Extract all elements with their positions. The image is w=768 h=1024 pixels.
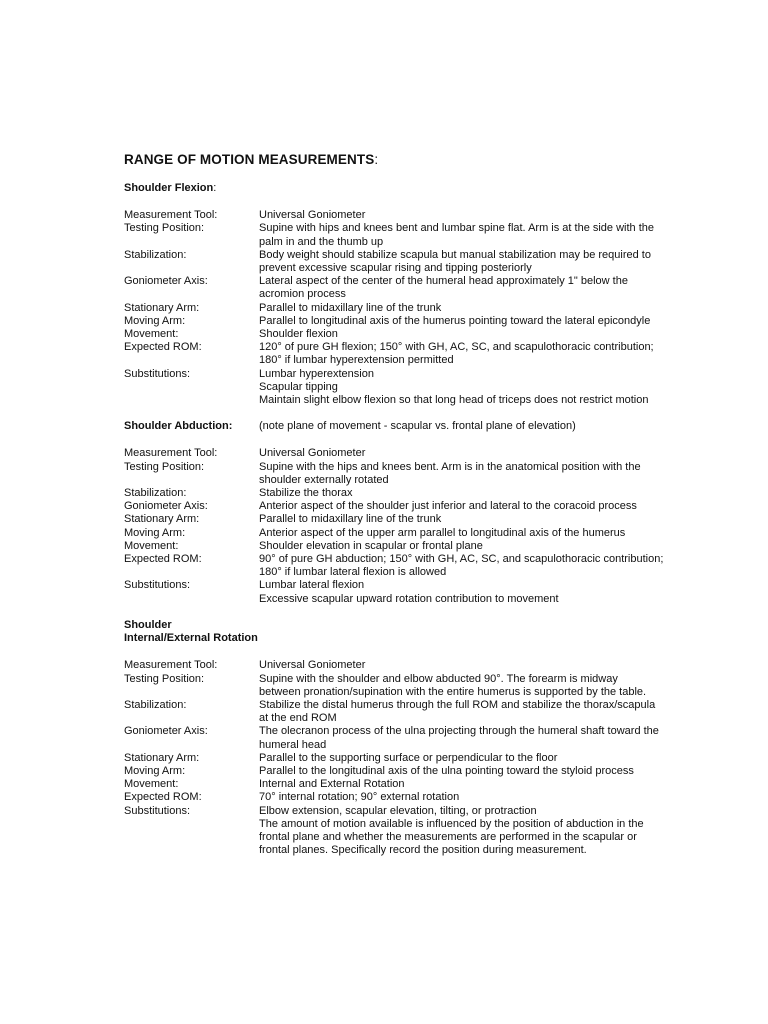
field-value-line: Maintain slight elbow flexion so that long head of triceps does not restrict motion — [259, 394, 649, 407]
field-row — [124, 302, 684, 315]
field-row — [124, 222, 684, 248]
field-value-line: The olecranon process of the ulna projecting through the humeral shaft toward the — [259, 725, 659, 738]
field-label: Movement: — [124, 778, 179, 791]
field-value — [259, 659, 684, 672]
document-title — [124, 150, 684, 170]
section-divider-space — [124, 606, 684, 619]
field-value-line: The amount of motion available is influenced by the position of abduction in the — [259, 817, 644, 830]
field-row — [124, 315, 684, 328]
field-value-line: 180° if lumbar hyperextension permitted — [259, 354, 454, 367]
field-value-line: Supine with the shoulder and elbow abducted 90°. The forearm is midway — [259, 672, 618, 685]
field-value — [259, 579, 684, 605]
field-value — [259, 487, 684, 500]
field-value — [259, 222, 684, 248]
field-row — [124, 328, 684, 341]
section-heading-text: Shoulder Flexion — [124, 182, 214, 194]
section — [124, 420, 684, 606]
field-value-line: frontal planes. Specifically record the position during measurement. — [259, 844, 587, 857]
field-row — [124, 540, 684, 553]
field-value-line: 180° if lumbar lateral flexion is allowed — [259, 566, 447, 579]
field-value-line: Parallel to midaxillary line of the trunk — [259, 301, 442, 314]
field-value-line: Internal and External Rotation — [259, 778, 405, 791]
field-value — [259, 275, 684, 301]
section-heading — [124, 420, 684, 433]
field-value — [259, 540, 684, 553]
field-label: Moving Arm: — [124, 314, 186, 327]
field-label: Testing Position: — [124, 672, 205, 685]
document-title-text: RANGE OF MOTION MEASUREMENTS — [124, 152, 375, 167]
field-label: Testing Position: — [124, 222, 205, 235]
field-value-line: Lumbar hyperextension — [259, 367, 374, 380]
field-row — [124, 805, 684, 858]
section-divider-space — [124, 407, 684, 420]
section-heading-suffix: : — [213, 182, 217, 194]
sections-container — [124, 182, 684, 857]
section-heading-label — [124, 619, 259, 645]
field-value — [259, 699, 684, 725]
field-row — [124, 341, 684, 367]
section-heading-label — [124, 182, 259, 195]
field-row — [124, 447, 684, 460]
field-row — [124, 487, 684, 500]
field-value-line: Supine with hips and knees bent and lumbar spine flat. Arm is at the side with the — [259, 222, 655, 235]
field-row — [124, 368, 684, 408]
field-label: Stationary Arm: — [124, 301, 200, 314]
section-heading-note — [259, 182, 684, 195]
field-value-line: Shoulder elevation in scapular or frontal plane — [259, 539, 483, 552]
field-row — [124, 527, 684, 540]
field-value-line: Parallel to midaxillary line of the trunk — [259, 513, 442, 526]
field-value-line: 90° of pure GH abduction; 150° with GH, AC, SC, and scapulothoracic contribution; — [259, 553, 664, 566]
section-heading-text: Shoulder Internal/External Rotation — [124, 618, 258, 645]
field-value — [259, 527, 684, 540]
field-value-line: 120° of pure GH flexion; 150° with GH, AC, SC, and scapulothoracic contribution; — [259, 341, 654, 354]
field-value-line: Universal Goniometer — [259, 659, 366, 672]
section-heading-text: Shoulder Abduction: — [124, 420, 233, 433]
field-value — [259, 447, 684, 460]
field-value-line: Anterior aspect of the shoulder just inferior and lateral to the coracoid process — [259, 500, 637, 513]
document-page — [124, 150, 684, 857]
field-value — [259, 500, 684, 513]
field-row — [124, 765, 684, 778]
field-value-line: humeral head — [259, 738, 327, 751]
field-value-line: palm in and the thumb up — [259, 235, 384, 248]
field-value-line: Body weight should stabilize scapula but manual stabilization may be required to — [259, 248, 651, 261]
field-value — [259, 778, 684, 791]
field-label: Substitutions: — [124, 367, 191, 380]
field-value-line: Anterior aspect of the upper arm parallel to longitudinal axis of the humerus — [259, 526, 626, 539]
field-value — [259, 249, 684, 275]
field-label: Stationary Arm: — [124, 751, 200, 764]
field-value — [259, 315, 684, 328]
field-label: Goniometer Axis: — [124, 725, 208, 738]
field-value-line: Parallel to the supporting surface or perpendicular to the floor — [259, 751, 558, 764]
field-value-line: prevent excessive scapular rising and tipping posteriorly — [259, 262, 532, 275]
field-label: Measurement Tool: — [124, 659, 218, 672]
field-value-line: shoulder externally rotated — [259, 473, 389, 486]
field-value-line: 70° internal rotation; 90° external rotation — [259, 791, 460, 804]
field-label: Expected ROM: — [124, 553, 202, 566]
document-title-suffix: : — [374, 152, 379, 167]
section — [124, 182, 684, 407]
field-value — [259, 513, 684, 526]
field-label: Goniometer Axis: — [124, 275, 208, 288]
section — [124, 619, 684, 857]
field-row — [124, 249, 684, 275]
field-row — [124, 579, 684, 605]
field-label: Goniometer Axis: — [124, 500, 208, 513]
field-value — [259, 328, 684, 341]
section-heading — [124, 619, 684, 645]
field-label: Substitutions: — [124, 579, 191, 592]
field-value-line: Universal Goniometer — [259, 209, 366, 222]
field-row — [124, 500, 684, 513]
field-value — [259, 461, 684, 487]
field-label: Moving Arm: — [124, 526, 186, 539]
field-row — [124, 553, 684, 579]
field-value-line: frontal plane and whether the measurements are performed in the scapular or — [259, 830, 637, 843]
field-value-line: Shoulder flexion — [259, 328, 338, 341]
field-label: Stabilization: — [124, 248, 187, 261]
field-value — [259, 553, 684, 579]
field-row — [124, 752, 684, 765]
field-row — [124, 275, 684, 301]
field-value-line: Universal Goniometer — [259, 447, 366, 460]
field-value — [259, 805, 684, 858]
field-label: Stabilization: — [124, 698, 187, 711]
field-row — [124, 725, 684, 751]
field-value-line: Excessive scapular upward rotation contribution to movement — [259, 592, 559, 605]
field-value-line: Lateral aspect of the center of the humeral head approximately 1" below the — [259, 275, 628, 288]
field-label: Moving Arm: — [124, 764, 186, 777]
field-value — [259, 341, 684, 367]
field-label: Measurement Tool: — [124, 209, 218, 222]
field-value-line: acromion process — [259, 288, 346, 301]
field-value-line: Lumbar lateral flexion — [259, 579, 365, 592]
field-value — [259, 673, 684, 699]
field-label: Stabilization: — [124, 487, 187, 500]
field-value — [259, 302, 684, 315]
field-value — [259, 752, 684, 765]
field-row — [124, 209, 684, 222]
field-value-line: Parallel to longitudinal axis of the humerus pointing toward the lateral epicondyle — [259, 314, 651, 327]
field-row — [124, 791, 684, 804]
field-value-line: Supine with the hips and knees bent. Arm is in the anatomical position with the — [259, 460, 641, 473]
field-value — [259, 791, 684, 804]
field-row — [124, 699, 684, 725]
field-row — [124, 659, 684, 672]
field-value-line: Scapular tipping — [259, 380, 338, 393]
field-row — [124, 461, 684, 487]
field-value-line: Parallel to the longitudinal axis of the ulna pointing toward the styloid process — [259, 764, 634, 777]
field-label: Testing Position: — [124, 460, 205, 473]
field-label: Substitutions: — [124, 804, 191, 817]
section-heading-note: (note plane of movement - scapular vs. frontal plane of elevation) — [259, 420, 576, 433]
field-value — [259, 368, 684, 408]
field-value-line: Elbow extension, scapular elevation, tilting, or protraction — [259, 804, 537, 817]
field-value — [259, 725, 684, 751]
field-label: Stationary Arm: — [124, 513, 200, 526]
field-label: Expected ROM: — [124, 341, 202, 354]
field-value-line: at the end ROM — [259, 712, 337, 725]
section-heading-label — [124, 420, 259, 433]
field-label: Expected ROM: — [124, 791, 202, 804]
field-value — [259, 209, 684, 222]
field-label: Measurement Tool: — [124, 447, 218, 460]
field-row — [124, 513, 684, 526]
field-label: Movement: — [124, 539, 179, 552]
field-label: Movement: — [124, 328, 179, 341]
section-heading — [124, 182, 684, 195]
field-row — [124, 778, 684, 791]
field-value-line: Stabilize the thorax — [259, 487, 353, 500]
field-value-line: Stabilize the distal humerus through the full ROM and stabilize the thorax/scapula — [259, 698, 656, 711]
field-value — [259, 765, 684, 778]
field-row — [124, 673, 684, 699]
section-heading-note — [259, 619, 684, 645]
field-value-line: between pronation/supination with the entire humerus is supported by the table. — [259, 685, 647, 698]
